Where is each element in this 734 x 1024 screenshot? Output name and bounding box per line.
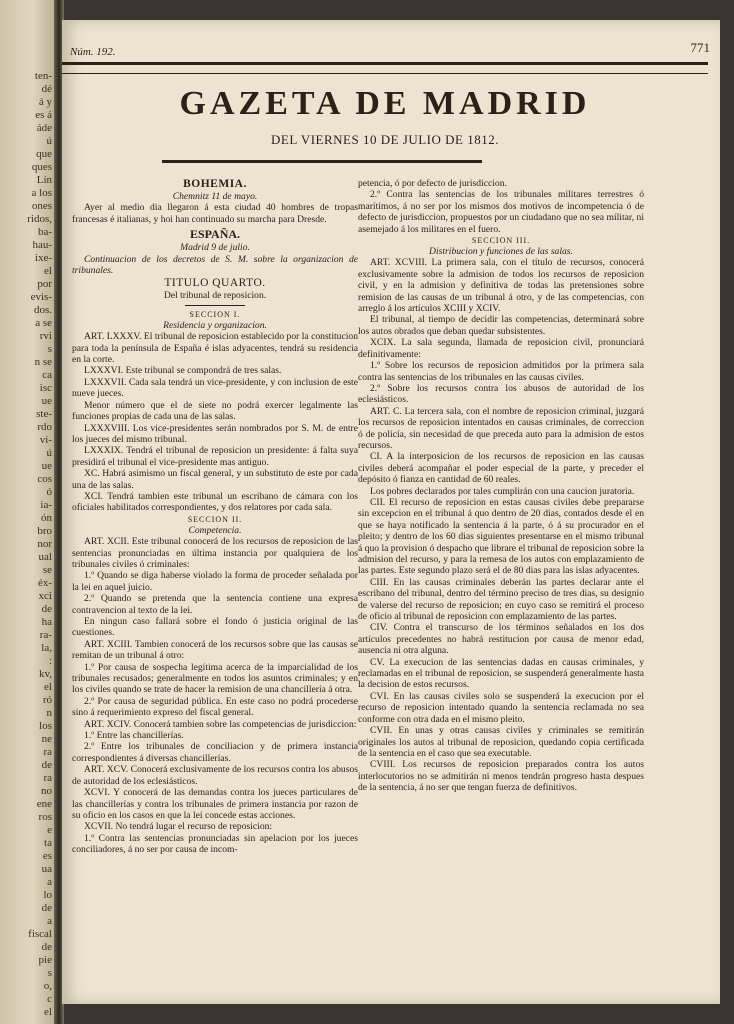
section-heading: BOHEMIA. [183, 178, 247, 190]
facing-page-fragment: ual [38, 551, 52, 563]
facing-page-fragment: fiscal [28, 928, 52, 940]
facing-page-fragment: a se [35, 317, 52, 329]
page-number: 771 [690, 40, 710, 55]
facing-page-fragment: rdo [37, 421, 52, 433]
paragraph: 2.º Quando se pretenda que la sentencia contiene una expresa contravencion al texto de la lei. [72, 593, 358, 616]
facing-page-fragment: ra- [39, 629, 52, 641]
facing-page-fragment: : [48, 655, 52, 667]
paragraph: CII. El recurso de reposicion en estas causas civiles debe prepararse sin excepcion en el tribunal á quo dentro de 20 dias, contados desde el en que se haya notificado la sentencia á la parte, ó á su procurador en el pleito; y dentro de los 60 dias siguientes presentarse en el mismo tribunal á quo la provision ó despacho que librare el tribunal de reposicion sobre la admision del recurso, y para la remesa de los autos con emplazamiento de las partes. Este segundo plazo será el de 80 dias para las islas adyacentes. [358, 496, 644, 577]
facing-page-fragment: se [42, 564, 52, 576]
facing-page-fragment: Lín [36, 174, 52, 186]
facing-page-fragment: de [41, 759, 52, 771]
paragraph: LXXXVIII. Los vice-presidentes serán nombrados por S. M. de entre los jueces del mismo tribunal. [72, 422, 358, 445]
facing-page-fragment: xci [38, 590, 52, 602]
paragraph: XCVI. Y conocerá de las demandas contra los jueces particulares de las chancillerías y contra los tribunales de primera instancia por razon de su oficio en los casos en que la lei concede estas acciones. [72, 787, 358, 821]
facing-page-fragment: los [39, 720, 52, 732]
facing-page-fragment: de [41, 941, 52, 953]
section-heading: TITULO QUARTO. [164, 277, 266, 290]
dateline: DEL VIERNES 10 DE JULIO DE 1812. [271, 132, 499, 147]
paragraph: Distribucion y funciones de las salas. [429, 246, 573, 258]
paragraph: 2.º Sobre los recursos contra los abusos de autoridad de los eclesiásticos. [358, 382, 644, 406]
facing-page-fragment: ones [31, 200, 52, 212]
paragraph: En ningun caso fallará sobre el fondo ó justicia original de las cuestiones. [72, 616, 358, 639]
facing-page-fragment: áde [36, 122, 52, 134]
section-heading: SECCION I. [189, 309, 241, 319]
newspaper-page [62, 20, 720, 1004]
facing-page-fragment: isc [39, 382, 52, 394]
paragraph: CVIII. Los recursos de reposicion preparados contra los autos interlocutorios no se admitirán ni menos tendrán progreso hasta despues de la sentencia, á no ser que tengan fuerza de definitivos. [358, 759, 644, 794]
facing-page-fragment: lo [43, 889, 52, 901]
facing-page-fragment: a los [31, 187, 52, 199]
paragraph: Chemnitz 11 de mayo. [172, 191, 258, 202]
facing-page-fragment: ú [46, 447, 52, 459]
facing-page-fragment: o, [43, 980, 52, 992]
paragraph: LXXXVI. Este tribunal se compondrá de tres salas. [84, 365, 282, 377]
right-column [358, 178, 644, 794]
facing-page-fragment: kv, [38, 668, 52, 680]
section-divider [185, 305, 245, 306]
facing-page-fragment: ó [46, 486, 52, 498]
paragraph: XCIX. La sala segunda, llamada de reposicion civil, pronunciará definitivamente: [358, 337, 644, 360]
facing-page-fragment: ixe- [34, 252, 52, 264]
section-heading: SECCION III. [471, 236, 531, 246]
section-heading: ESPAÑA. [189, 227, 241, 242]
facing-page-fragment: por [37, 278, 52, 290]
paragraph: CV. La execucion de las sentencias dadas en causas criminales, y reclamadas en el tribunal de reposicion, se suspenderá generalmente hasta la decision de estos recursos. [358, 656, 644, 691]
facing-page-fragment: ques [31, 161, 52, 173]
facing-page-fragment: vi- [39, 434, 52, 446]
facing-page-fragment: nor [37, 538, 52, 550]
paragraph: XCVII. No tendrá lugar el recurso de reposicion: [84, 821, 273, 833]
facing-page-fragment: hau- [32, 239, 52, 251]
facing-page-fragment: ste- [36, 408, 52, 420]
facing-page-fragment: a [47, 915, 52, 927]
paragraph: Residencia y organizacion. [163, 319, 267, 331]
facing-page-edge [0, 0, 58, 1024]
paragraph: 1.º Entre las chancillerías. [84, 730, 184, 742]
facing-page-fragment: ón [41, 512, 52, 524]
facing-page-fragment: evis- [30, 291, 52, 303]
facing-page-fragment: el [44, 681, 52, 693]
paragraph: 1.º Contra las sentencias pronunciadas sin apelacion por los jueces conciliadores, á no ser por causa de incom- [72, 832, 358, 856]
facing-page-fragment: es [42, 850, 52, 862]
paragraph: 2.º Contra las sentencias de los tribunales militares terrestres ó marítimos, á no ser por los mismos dos motivos de incompetencia ó de defecto de jurisdiccion, propuestos por un ciudadano que no sea militar, ni asemejado á los militares en el fuero. [358, 189, 644, 235]
facing-page-fragment: el [44, 265, 52, 277]
facing-page-fragment: éx- [37, 577, 52, 589]
facing-page-fragment: ene [36, 798, 52, 810]
left-column [72, 178, 358, 856]
facing-page-fragment: ros [38, 811, 52, 823]
dateline-rule [162, 160, 482, 163]
paragraph: CI. A la interposicion de los recursos de reposicion en las causas civiles deberá acompañar el poder especial de la parte, y preceder el depósito ó fianza en cantidad de 60 reales. [358, 451, 644, 486]
paragraph: Los pobres declarados por tales cumplirán con una caucion juratoria. [370, 485, 635, 497]
facing-page-fragment: no [41, 785, 52, 797]
facing-page-fragment: c [47, 993, 52, 1005]
paragraph: ART. XCIII. Tambien conocerá de los recursos sobre que las causas se remitan de un tribunal á otro: [72, 638, 358, 662]
paragraph: ART. LXXXV. El tribunal de reposicion establecido por la constitucion para toda la península de España é islas adyacentes, tendrá su residencia en la corte. [72, 331, 358, 366]
paragraph: ART. XCV. Conocerá exclusivamente de los recursos contra los abusos de autoridad de los eclesiásticos. [72, 764, 358, 787]
facing-page-fragment: ua [41, 863, 52, 875]
paragraph: Del tribunal de reposicion. [163, 290, 267, 302]
facing-page-fragment: ra [43, 772, 52, 784]
facing-page-fragment: es á [35, 109, 52, 121]
facing-page-fragment: de [41, 902, 52, 914]
paragraph: LXXXIX. Tendrá el tribunal de reposicion un presidente: á falta suya presidirá el tribunal el vice-presidente mas antiguo. [72, 445, 358, 468]
paragraph: ART. XCVIII. La primera sala, con el título de recursos, conocerá exclusivamente sobre la admision de todos los recursos de reposicion civil, y en la admision y definitiva de todas las pretensiones sobre remision de las causas de un tribunal á otro, y de las competencias, con arreglo á los artículos XCIII y XCIV. [358, 257, 644, 315]
facing-page-fragment: ue [41, 460, 52, 472]
facing-page-fragment: dé [41, 83, 52, 95]
facing-page-fragment: cos [37, 473, 52, 485]
paragraph: petencia, ó por defecto de jurisdiccion. [358, 178, 507, 189]
facing-page-fragment: n se [34, 356, 52, 368]
header-rule [62, 62, 708, 74]
paragraph: 1.º Sobre los recursos de reposicion admitidos por la primera sala contra las sentencias de los tribunales en las causas civiles. [358, 360, 644, 383]
facing-page-fragment: ia- [40, 499, 52, 511]
facing-page-fragment: pie [38, 954, 52, 966]
facing-page-fragment: dos. [33, 304, 52, 316]
paragraph: 1.º Por causa de sospecha legítima acerca de la imparcialidad de los tribunales recusados; generalmente en todos los asuntos criminales; y en los civiles quando se trate de hacer la remision de una chancillería á otra. [72, 661, 358, 696]
facing-page-fragment: ca [42, 369, 52, 381]
facing-page-fragment: de [41, 603, 52, 615]
facing-page-fragment: a [47, 876, 52, 888]
paragraph: Competencia. [188, 524, 242, 536]
masthead-title: GAZETA DE MADRID [179, 85, 591, 122]
section-heading: SECCION II. [187, 514, 243, 524]
paragraph: XCI. Tendrá tambien este tribunal un escribano de cámara con los oficiales habilitados correspondientes, y dos relatores por cada sala. [72, 490, 358, 514]
paragraph: Madrid 9 de julio. [180, 242, 250, 254]
facing-page-fragment: ne [41, 733, 52, 745]
paragraph: Continuacion de los decretos de S. M. sobre la organizacion de tribunales. [72, 253, 358, 277]
facing-page-fragment: ú [46, 135, 52, 147]
facing-page-fragment: s [47, 967, 52, 979]
facing-page-fragment: ró [42, 694, 52, 706]
facing-page-fragment: ra [43, 746, 52, 758]
paragraph: ART. C. La tercera sala, con el nombre de reposicion criminal, juzgará los recursos de reposicion intentados en causas criminales, de correccion ó de policía, sin necesidad de que preceda auto para la admision de estos recursos. [358, 405, 644, 451]
facing-page-fragment: ha [41, 616, 52, 628]
paragraph: Menor número que el de siete no podrá exercer legalmente las funciones propias de cada una de las salas. [72, 399, 358, 423]
paragraph: ART. XCIV. Conocerá tambien sobre las competencias de jurisdiccion: [84, 718, 357, 730]
paragraph: 2.º Por causa de seguridad pública. En este caso no podrá procederse sino á requerimiento expreso del fiscal general. [72, 695, 358, 719]
paragraph: 2.º Entre los tribunales de conciliacion y de primera instancia correspondientes á diversas chancillerías. [72, 741, 358, 764]
facing-page-fragment: rvi [39, 330, 52, 342]
paragraph: LXXXVII. Cada sala tendrá un vice-presidente, y con inclusion de este nueve jueces. [72, 376, 358, 400]
facing-page-fragment: que [36, 148, 52, 160]
paragraph: CVII. En unas y otras causas civiles y criminales se remitirán originales los autos al tribunal de reposicion, quedando copia certificada de la sentencia en el caso que sea executable. [358, 725, 644, 759]
facing-page-fragment: ridos, [27, 213, 52, 225]
facing-page-fragment: el [44, 1006, 52, 1018]
paragraph: El tribunal, al tiempo de decidir las competencias, determinará sobre los autos obrados que deban quedar subsistentes. [358, 314, 644, 337]
facing-page-fragment: e [47, 824, 52, 836]
paragraph: 1.º Quando se diga haberse violado la forma de proceder señalada por la lei en aquel juicio. [72, 570, 358, 593]
facing-page-fragment: s [47, 343, 52, 355]
issue-number: Núm. 192. [70, 46, 116, 58]
facing-page-fragment: á y [38, 96, 52, 108]
paragraph: CIV. Contra el transcurso de los términos señalados en los dos artículos precedentes no habrá restitucion por causa de menor edad, ausencia ni otra alguna. [358, 622, 644, 657]
facing-page-fragment: ba- [37, 226, 52, 238]
facing-page-fragment: ue [41, 395, 52, 407]
facing-page-fragment: bro [37, 525, 52, 537]
paragraph: XC. Habrá asimismo un fiscal general, y un substituto de este por cada una de las salas. [72, 468, 358, 491]
facing-page-fragment: ten- [34, 70, 52, 82]
paragraph: ART. XCII. Este tribunal conocerá de los recursos de reposicion de las sentencias pronunciadas en última instancia por qualquiera de los tribunales civiles ó criminales: [72, 536, 358, 570]
paragraph: Ayer al medio dia llegaron á esta ciudad 40 hombres de tropas francesas é italianas, y hoi han continuado su marcha para Dresde. [72, 202, 358, 225]
paragraph: CIII. En las causas criminales deberán las partes declarar ante el escribano del tribunal, dentro del término preciso de tres dias, su designio de valerse del recurso de reposicion; en cuyo caso se remitirá el proceso de oficio al tribunal de reposicion con emplazamiento de las partes. [358, 576, 644, 623]
paragraph: CVI. En las causas civiles solo se suspenderá la execucion por el recurso de reposicion intentado quando la sentencia reclamada no sea conforme con otra dada en el mismo pleito. [358, 690, 644, 725]
facing-page-fragment: n [46, 707, 52, 719]
facing-page-fragment: ta [44, 837, 52, 849]
facing-page-fragment: la, [41, 642, 52, 654]
